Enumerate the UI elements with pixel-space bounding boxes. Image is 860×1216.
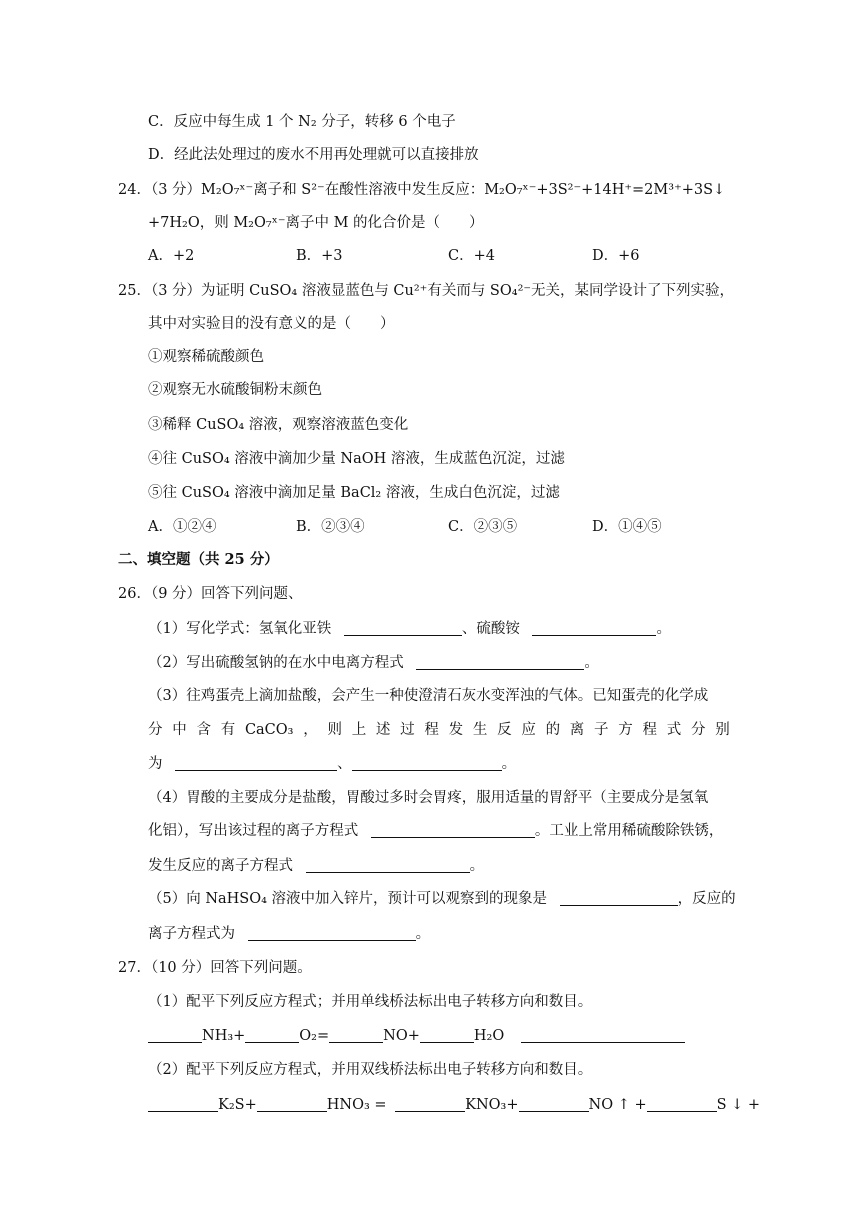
coef-blank-o2[interactable] (245, 1026, 299, 1043)
q24-option-a[interactable]: A．+2 (148, 248, 195, 264)
q25-stem-line1: 25．（3 分）为证明 CuSO₄ 溶液显蓝色与 Cu²⁺有关而与 SO₄²⁻无关，某同学设计了下列实验， (118, 283, 735, 299)
answer-blank-ammonium-sulfate[interactable] (532, 619, 656, 636)
q24-option-b[interactable]: B．+3 (296, 248, 343, 264)
q24-stem-line1: 24．（3 分）M₂O₇ˣ⁻离子和 S²⁻在酸性溶液中发生反应：M₂O₇ˣ⁻+3S²⁻+14H⁺=2M³⁺+3S↓ (118, 182, 726, 198)
answer-blank-ionization-equation[interactable] (416, 653, 584, 670)
coef-blank-k2s[interactable] (148, 1095, 218, 1112)
answer-blank-antacid-equation[interactable] (371, 821, 535, 838)
q25-item-4: ④往 CuSO₄ 溶液中滴加少量 NaOH 溶液，生成蓝色沉淀，过滤 (148, 451, 565, 467)
q24-option-c[interactable]: C．+4 (448, 248, 495, 264)
q25-item-2: ②观察无水硫酸铜粉末颜色 (148, 382, 322, 398)
q25-option-c[interactable]: C．②③⑤ (448, 519, 518, 535)
coef-blank-kno3[interactable] (395, 1095, 465, 1112)
q23-option-c: C．反应中每生成 1 个 N₂ 分子，转移 6 个电子 (148, 114, 456, 130)
q27-equation2: K₂S+ HNO₃ = KNO₃+ NO ↑ + S ↓ + (148, 1095, 760, 1115)
coef-blank-no[interactable] (329, 1026, 383, 1043)
q26-part5-line1: （5）向 NaHSO₄ 溶液中加入锌片，预计可以观察到的现象是 ，反应的 (148, 891, 736, 907)
q27-part2: （2）配平下列反应方程式，并用双线桥法标出电子转移方向和数目。 (148, 1062, 593, 1078)
q26-part5-line2: 离子方程式为 。 (148, 926, 431, 942)
coef-blank-no-gas[interactable] (519, 1095, 589, 1112)
answer-blank-rust-removal-equation[interactable] (306, 856, 470, 873)
coef-blank-h2o[interactable] (420, 1026, 474, 1043)
answer-blank-ionic-equation-1[interactable] (175, 754, 337, 771)
answer-blank-ferrous-hydroxide[interactable] (344, 619, 462, 636)
answer-blank-zinc-equation[interactable] (248, 924, 416, 941)
q25-option-b[interactable]: B．②③④ (296, 519, 365, 535)
q25-option-d[interactable]: D．①④⑤ (592, 519, 662, 535)
q26-part4-line3: 发生反应的离子方程式 。 (148, 858, 485, 874)
q25-option-a[interactable]: A．①②④ (148, 519, 217, 535)
answer-blank-observed-phenomenon[interactable] (560, 889, 678, 906)
q25-item-5: ⑤往 CuSO₄ 溶液中滴加足量 BaCl₂ 溶液，生成白色沉淀，过滤 (148, 485, 560, 501)
q27-part1: （1）配平下列反应方程式；并用单线桥法标出电子转移方向和数目。 (148, 994, 593, 1010)
q27-head: 27．（10 分）回答下列问题。 (118, 960, 312, 976)
q27-equation1: NH₃+ O₂= NO+ H₂O (148, 1026, 685, 1046)
q26-part3-line2: 分 中 含 有 CaCO₃ ， 则 上 述 过 程 发 生 反 应 的 离 子 方 程 式 分 别 (148, 722, 730, 738)
q23-option-d: D．经此法处理过的废水不用再处理就可以直接排放 (148, 147, 479, 163)
q26-part4-line2: 化铝），写出该过程的离子方程式 。工业上常用稀硫酸除铁锈， (148, 823, 724, 839)
section-heading: 二、填空题（共 25 分） (118, 551, 279, 568)
q25-stem-line2: 其中对实验目的没有意义的是（ ） (148, 316, 395, 332)
q26-head: 26．（9 分）回答下列问题、 (118, 586, 303, 602)
coef-blank-s[interactable] (647, 1095, 717, 1112)
q26-part4-line1: （4）胃酸的主要成分是盐酸，胃酸过多时会胃疼，服用适量的胃舒平（主要成分是氢氧 (148, 790, 709, 806)
coef-blank-hno3[interactable] (257, 1095, 327, 1112)
answer-blank-electron-transfer-1[interactable] (521, 1026, 685, 1043)
q26-part3-line3: 为 、 。 (148, 756, 517, 772)
q24-option-d[interactable]: D．+6 (592, 248, 640, 264)
answer-blank-ionic-equation-2[interactable] (352, 754, 502, 771)
q26-part3-line1: （3）往鸡蛋壳上滴加盐酸，会产生一种使澄清石灰水变浑浊的气体。已知蛋壳的化学成 (148, 688, 709, 704)
q25-item-3: ③稀释 CuSO₄ 溶液，观察溶液蓝色变化 (148, 417, 409, 433)
q25-item-1: ①观察稀硫酸颜色 (148, 349, 264, 365)
q26-part2: （2）写出硫酸氢钠的在水中电离方程式 。 (148, 655, 599, 671)
q24-stem-line2: +7H₂O，则 M₂O₇ˣ⁻离子中 M 的化合价是（ ） (148, 215, 484, 231)
coef-blank-nh3[interactable] (148, 1026, 202, 1043)
q26-part1: （1）写化学式：氢氧化亚铁 、硫酸铵 。 (148, 621, 671, 637)
